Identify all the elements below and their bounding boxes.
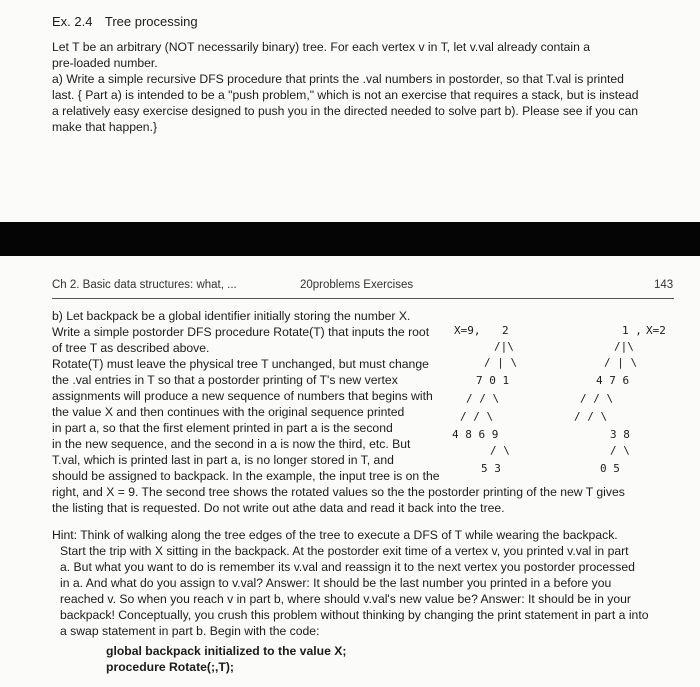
tree2-line: 0 5: [600, 462, 620, 475]
tree2-line: 3 8: [610, 428, 630, 441]
hint-line: a. But what you want to do is remember its v.val and reassign it to the next vertex you postorder processed: [60, 560, 635, 574]
code-line: global backpack initialized to the value X;: [106, 644, 347, 658]
exercise-line: make that happen.}: [52, 120, 158, 134]
part-b-line: right, and X = 9. The second tree shows the rotated values so the the postorder printing of the new T gives: [52, 485, 625, 499]
exercise-number: Ex. 2.4: [52, 14, 93, 29]
part-b-line: T.val, which is printed last in part a, is no longer stored in T, and: [52, 453, 394, 467]
exercise-title: Tree processing: [104, 14, 198, 29]
part-b-line: in part a, so that the first element printed in part a is the second: [52, 421, 393, 435]
tree1-line: / | \: [484, 356, 518, 369]
tree2-line: / / \: [574, 410, 608, 423]
hint-line: in a. And what do you assign to v.val? Answer: It should be the last number you printed in a before you: [60, 576, 612, 590]
exercise-line: a) Write a simple recursive DFS procedure that prints the .val numbers in postorder, so that T.val is printed: [52, 72, 624, 86]
exercise-heading: [52, 14, 198, 29]
tree1-line: 4 8 6 9: [452, 428, 499, 441]
tree1-line: / / \: [466, 392, 500, 405]
tree1-line: / / \: [460, 410, 494, 423]
exercise-page: [0, 0, 700, 222]
tree1-line: 7 0 1: [476, 374, 510, 387]
tree2-line: /|\: [614, 340, 634, 353]
page-divider: [0, 222, 700, 256]
tree1-line: /|\: [494, 340, 514, 353]
exercise-line: last. { Part a) is intended to be a "push problem," which is not an exercise that requires a stack, but is instead: [52, 88, 639, 102]
tree2-line: / / \: [580, 392, 614, 405]
hint-line: Hint: Think of walking along the tree edges of the tree to execute a DFS of T while wearing the backpack.: [52, 528, 618, 542]
part-b-line: Rotate(T) must leave the physical tree T unchanged, but must change: [52, 357, 429, 371]
tree2-line: 1 ,: [622, 324, 642, 337]
part-b-line: the value X and then continues with the original sequence printed: [52, 405, 405, 419]
tree2-line: / \: [610, 444, 630, 457]
hint-line: reached v. So when you reach v in part b, where should v.val's new value be? Answer: It should be in your: [60, 592, 631, 606]
exercise-line: pre-loaded number.: [52, 56, 158, 70]
part-b-line: Write a simple postorder DFS procedure Rotate(T) that inputs the root: [52, 325, 430, 339]
exercise-line: Let T be an arbitrary (NOT necessarily binary) tree. For each vertex v in T, let v.val already contain a: [52, 40, 591, 54]
tree1-line: / \: [490, 444, 510, 457]
running-header-left: Ch 2. Basic data structures: what, ...: [52, 279, 237, 291]
part-b-line: of tree T as described above.: [52, 341, 210, 355]
tree2-label: X=2: [646, 324, 666, 337]
running-header-center: 20problems Exercises: [300, 279, 414, 291]
hint-line: backpack! Conceptually, you crush this problem without thinking by changing the print statement in part a into: [60, 608, 649, 622]
tree1-line: 2: [502, 324, 509, 337]
part-b-line: the listing that is requested. Do not write out athe data and read it back into the tree.: [52, 501, 505, 515]
exercise-line: a relatively easy exercise designed to push you in the directed needed to solve part b). Please see if you can: [52, 104, 639, 118]
tree1-line: 5 3: [481, 462, 501, 475]
hint-line: Start the trip with X sitting in the backpack. At the postorder exit time of a vertex v, you printed v.val in part: [60, 544, 629, 558]
part-b-line: the .val entries in T so that a postorder printing of T's new vertex: [52, 373, 398, 387]
tree2-line: / | \: [604, 356, 638, 369]
hint-line: a swap statement in part b. Begin with the code:: [60, 624, 320, 638]
part-b-line: assignments will produce a new sequence of numbers that begins with: [52, 389, 433, 403]
tree2-line: 4 7 6: [596, 374, 630, 387]
header-rule: [52, 298, 674, 299]
page-number: 143: [654, 279, 674, 291]
code-line: procedure Rotate(;,T);: [106, 660, 234, 674]
part-b-line: should be assigned to backpack. In the example, the input tree is on the: [52, 469, 440, 483]
part-b-line: in the new sequence, and the second in a is now the third, etc. But: [52, 437, 411, 451]
part-b-line: b) Let backpack be a global identifier initially storing the number X.: [52, 309, 411, 323]
tree1-label: X=9,: [454, 324, 481, 337]
